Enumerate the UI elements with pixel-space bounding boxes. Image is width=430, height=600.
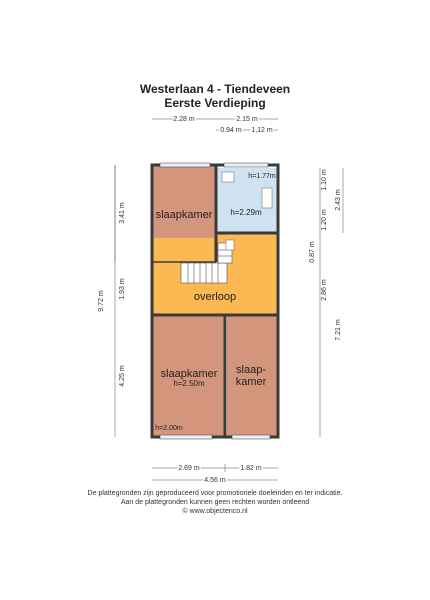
copyright: © www.objectenco.nl <box>182 508 248 515</box>
dim-bottom-left: 2.69 m <box>178 465 200 472</box>
disclaimer-line-2: Aan de plattegronden kunnen geen rechten worden ontleend <box>120 499 310 506</box>
dim-top-right: 2.15 m <box>236 116 258 123</box>
dim-left-middle: 1.93 m <box>119 278 126 300</box>
dim-right-upper-inner2: 1.20 m <box>321 209 328 231</box>
room-dormer-bedroom-large: h=2.00m <box>155 425 183 432</box>
room-height-bathroom: h=2.29m <box>230 208 262 217</box>
dim-right-total: 7.21 m <box>335 319 342 341</box>
room-label-bedroom-small-1: slaap- <box>236 364 266 376</box>
disclaimer-line-1: De plattegronden zijn geproduceerd voor promotionele doeleinden en ter indicatie. <box>87 490 343 497</box>
dim-bottom-total: 4.56 m <box>204 477 226 484</box>
room-label-bedroom-top: slaapkamer <box>155 209 213 221</box>
dim-top-sub1: 0.94 m <box>220 127 242 134</box>
floor-name: Eerste Verdieping <box>164 96 266 110</box>
dim-left-upper: 3.41 m <box>119 202 126 224</box>
room-label-landing: overloop <box>193 291 237 303</box>
room-dormer-bathroom: h=1.77m <box>248 173 276 180</box>
dim-left-lower: 4.25 m <box>119 365 126 387</box>
dim-top-sub2: 1,12 m <box>251 127 273 134</box>
dim-top-left: 2.28 m <box>173 116 195 123</box>
page-title: Westerlaan 4 - Tiendeveen <box>139 82 291 96</box>
dim-right-middle: 2.86 m <box>321 279 328 301</box>
room-label-bedroom-large: slaapkamer <box>160 368 218 380</box>
dim-right-upper-outer: 2.43 m <box>335 189 342 211</box>
dim-left-total: 9.72 m <box>98 290 105 312</box>
disclaimer <box>0 489 430 516</box>
dim-right-upper-inner1: 1.10 m <box>321 169 328 191</box>
room-label-bedroom-small-2: kamer <box>235 376 267 388</box>
dim-bottom-right: 1.82 m <box>240 465 262 472</box>
dim-right-middle-inner: 0.87 m <box>309 241 316 263</box>
room-height-bedroom-large: h=2.50m <box>173 379 205 388</box>
